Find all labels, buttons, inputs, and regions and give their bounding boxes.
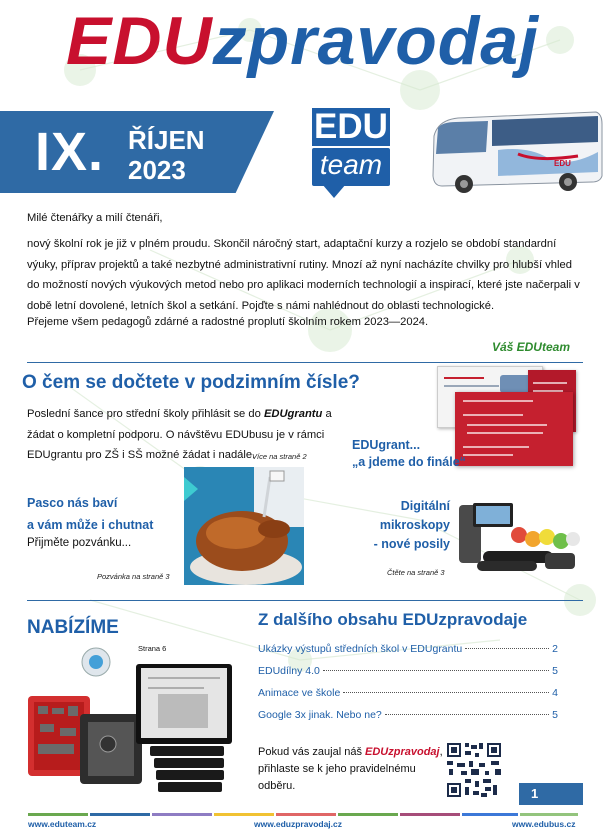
section-title-autumn: O čem se dočtete v podzimním čísle?	[22, 372, 360, 393]
letter-signature: Váš EDUteam	[491, 340, 570, 354]
contents-item-page: 5	[552, 709, 558, 721]
footer-link-eduzpravodaj[interactable]: www.eduzpravodaj.cz	[254, 819, 343, 829]
masthead-zpravodaj: zpravodaj	[212, 3, 539, 79]
microscope-title-line3: - nové posily	[373, 537, 450, 551]
pasco-title-line1: Pasco nás baví	[27, 496, 118, 510]
subscribe-qr-code[interactable]	[445, 741, 503, 799]
contents-item-page: 2	[552, 643, 558, 655]
contents-item-label: Google 3x jinak. Nebo ne?	[258, 709, 382, 721]
more-link-invitation[interactable]: Pozvánka na straně 3	[97, 572, 170, 581]
issue-year: 2023	[128, 155, 186, 185]
edugrant-subtitle: „a jdeme do finále“	[352, 455, 466, 469]
contents-item[interactable]	[258, 687, 558, 699]
eduteam-logo-top: EDU	[312, 108, 390, 146]
eduteam-logo-bottom: team	[312, 148, 390, 186]
issue-month: ŘÍJEN	[128, 125, 205, 155]
edugrant-heading	[352, 437, 466, 471]
contents-item-page: 5	[552, 665, 558, 677]
divider-top	[27, 362, 583, 363]
pasco-heading	[27, 492, 153, 536]
contents-leader	[323, 670, 549, 671]
edubus-image	[428, 106, 604, 198]
grant-text-a: Poslední šance pro střední školy přihlásit se do	[27, 408, 264, 420]
microscope-heading	[358, 497, 450, 554]
edugrant-card-front	[455, 392, 573, 466]
more-link-microscopes[interactable]: Čtěte na straně 3	[387, 568, 445, 577]
robotics-kits-image	[24, 644, 234, 796]
contents-leader	[385, 714, 549, 715]
bus-brand-label: EDU	[554, 159, 571, 168]
subscribe-text	[258, 744, 448, 795]
offer-page-ref: Strana 6	[138, 644, 167, 653]
eduteam-logo-speech-tail	[322, 184, 346, 198]
footer-link-edubus[interactable]: www.edubus.cz	[512, 819, 576, 829]
letter-greeting: Milé čtenářky a milí čtenáři,	[27, 212, 163, 224]
digital-microscopes-image	[455, 495, 585, 577]
contents-item[interactable]	[258, 709, 558, 721]
masthead-edu: EDU	[66, 3, 213, 79]
contents-title: Z dalšího obsahu EDUzpravodaje	[258, 610, 528, 629]
pasco-title-line2: a vám může i chutnat	[27, 518, 154, 532]
contents-item-label: EDUdílny 4.0	[258, 665, 320, 677]
pasco-invitation: Přijměte pozvánku...	[27, 537, 132, 549]
page-number-badge: 1	[519, 783, 583, 805]
divider-middle	[27, 600, 583, 601]
contents-item-page: 4	[552, 687, 558, 699]
letter-body: nový školní rok je již v plném proudu. Skončil náročný start, adaptační kurzy a rozjelo se období standardní výuky, příprav projektů a také nezbytné administrativní rutiny. Mnozí až nyní nacházíte chvilky pro hlubší vhled do možností nových výukových metod nebo pro aplikaci moderních technologií a inspirací, které jste načerpali v době letní dovolené, letních škol a setkání. Pojďte s námi nahlédnout do oblasti technologické.	[27, 238, 580, 312]
footer-color-stripe	[28, 813, 578, 816]
contents-item[interactable]	[258, 665, 558, 677]
issue-number: IX.	[35, 122, 105, 182]
contents-leader	[343, 692, 549, 693]
letter-wish: Přejeme všem pedagogů zdárné a radostné proplutí školním rokem 2023—2024.	[27, 316, 429, 328]
offer-title: NABÍZÍME	[27, 617, 119, 638]
subscribe-text-emphasis: EDUzpravodaj	[365, 746, 440, 758]
subscribe-text-a: Pokud vás zaujal náš	[258, 746, 366, 758]
contents-leader	[465, 648, 549, 649]
roast-turkey-image	[184, 467, 304, 585]
microscope-title-line1: Digitální	[400, 499, 450, 513]
edugrant-title: EDUgrant...	[352, 438, 421, 452]
subscribe-text-b: , přihlaste se k jeho pravidelnému odběru.	[258, 746, 443, 792]
contents-item-label: Animace ve škole	[258, 687, 341, 699]
contents-item[interactable]	[258, 643, 558, 655]
masthead-title	[0, 2, 605, 80]
grant-text-emphasis: EDUgrantu	[263, 408, 323, 420]
more-link-page2[interactable]: Více na straně 2	[252, 452, 307, 461]
grant-text-b: a žádat o kompletní podporu. O návštěvu EDUbusu je v rámci EDUgrantu pro ZŠ i SŠ možné žádat i nadále.	[27, 408, 332, 461]
footer-link-eduteam[interactable]: www.eduteam.cz	[28, 819, 97, 829]
microscope-title-line2: mikroskopy	[379, 518, 450, 532]
contents-item-label: Ukázky výstupů středních škol v EDUgrantu	[258, 643, 463, 655]
